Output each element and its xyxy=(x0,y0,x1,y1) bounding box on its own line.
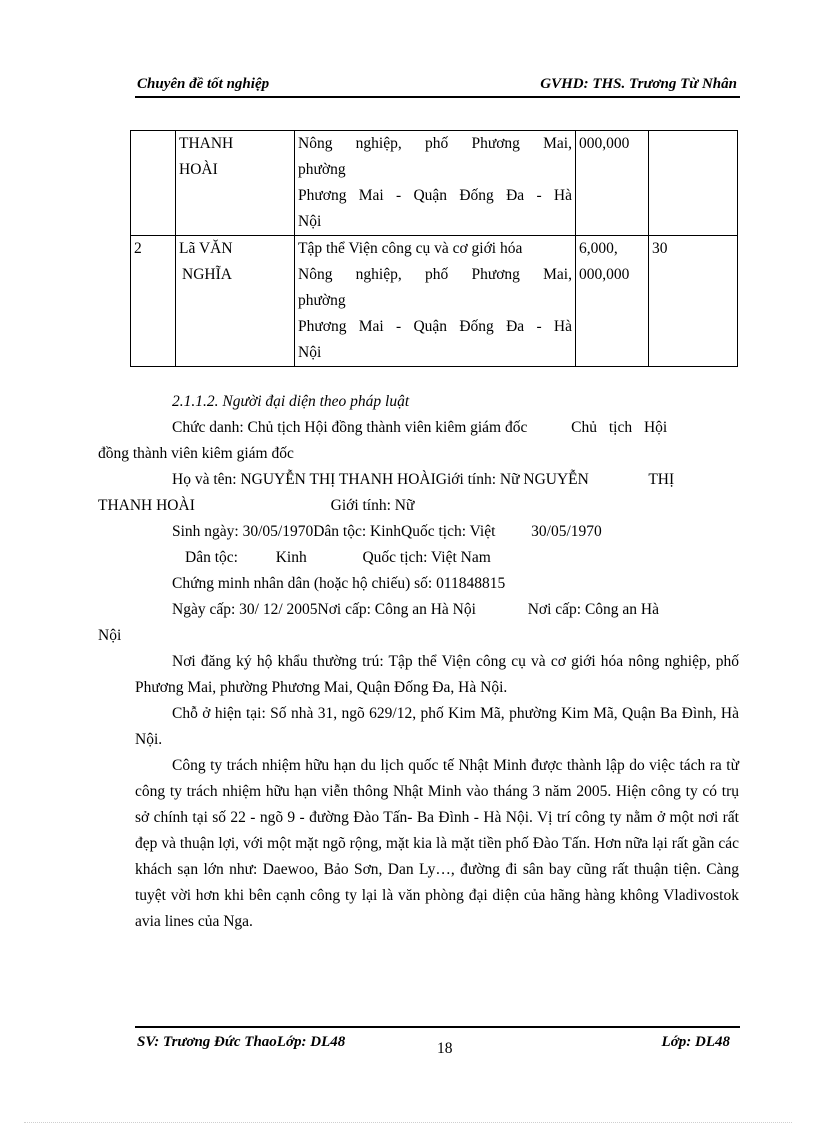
name-line-b: THANH HOÀI xyxy=(98,497,195,514)
ethnic-paragraph xyxy=(135,545,739,571)
cell-address xyxy=(295,236,576,367)
ethnic-value: Kinh xyxy=(275,549,307,566)
address-line: Nông nghiệp, phố Phương Mai, xyxy=(298,266,572,283)
cell-capital xyxy=(576,131,649,236)
cell-no xyxy=(131,131,176,236)
issue-cont: Nội xyxy=(98,627,122,644)
id-paragraph: Chứng minh nhân dân (hoặc hộ chiếu) số: 011848815 xyxy=(172,575,506,592)
birth-repeat: 30/05/1970 xyxy=(531,523,602,540)
name-line-a: Họ và tên: NGUYỄN THỊ THANH HOÀIGiới tính: Nữ NGUYỄN xyxy=(172,471,589,488)
position-cont: đồng thành viên kiêm giám đốc xyxy=(98,445,294,462)
cell-no: 2 xyxy=(131,236,176,367)
residence-paragraph: Nơi đăng ký hộ khẩu thường trú: Tập thể Viện công cụ và cơ giới hóa nông nghiệp, phố Phương Mai, phường Phương Mai, Quận Đống Đa, Hà Nội. xyxy=(135,653,739,696)
name-line: NGHĨA xyxy=(182,266,232,283)
cell-percent xyxy=(649,131,738,236)
capital-line: 000,000 xyxy=(579,266,630,283)
capital-line: 6,000, xyxy=(579,240,618,257)
address-line: phường xyxy=(298,292,346,309)
gender-label: Giới tính: Nữ xyxy=(330,497,415,514)
cell-percent: 30 xyxy=(649,236,738,367)
section-title: 2.1.1.2. Người đại diện theo pháp luật xyxy=(172,393,410,410)
page-number: 18 xyxy=(437,1040,453,1057)
name-line-a-end: THỊ xyxy=(648,471,675,488)
position-line: Chức danh: Chủ tịch Hội đồng thành viên kiêm giám đốc xyxy=(172,419,528,436)
issue-repeat: Nơi cấp: Công an Hà xyxy=(527,601,659,618)
position-repeat: Chủ tịch Hội xyxy=(571,419,668,436)
header-topic: Chuyên đề tốt nghiệp xyxy=(137,76,270,92)
company-paragraph: Công ty trách nhiệm hữu hạn du lịch quốc tế Nhật Minh được thành lập do việc tách ra từ công ty trách nhiệm hữu hạn viễn thông Nhật Minh vào tháng 3 năm 2005. Hiện công ty có trụ sở chính tại số 22 - ngõ 9 - đường Đào Tấn- Ba Đình - Hà Nội. Vị trí công ty nằm ở một nơi rất đẹp và thuận lợi, với một mặt ngõ rộng, mặt kia là mặt tiền phố Đào Tấn. Hơn nữa lại rất gần các khách sạn lớn như: Daewoo, Bảo Sơn, Dan Ly…, đường đi sân bay cũng rất thuận tiện. Càng tuyệt vời hơn khi bên cạnh công ty lại là văn phòng đại diện của hãng hàng không Vladivostok avia lines của Nga. xyxy=(135,757,739,930)
address-line: phường xyxy=(298,161,346,178)
address-line: Phương Mai - Quận Đống Đa - Hà xyxy=(298,187,572,204)
page-footer xyxy=(135,1026,740,1057)
footer-student: SV: Trương Đức ThaoLớp: DL48 xyxy=(137,1034,346,1050)
address-line: Nội xyxy=(298,213,322,230)
name-paragraph xyxy=(98,467,739,519)
footer-class: Lớp: DL48 xyxy=(661,1034,730,1050)
cell-address xyxy=(295,131,576,236)
address-line: Tập thể Viện công cụ và cơ giới hóa xyxy=(298,240,523,257)
name-line: HOÀI xyxy=(179,161,218,178)
shareholder-table xyxy=(130,130,738,367)
name-line: Lã VĂN xyxy=(179,240,233,257)
ethnic-label: Dân tộc: xyxy=(185,549,238,566)
page-header xyxy=(135,76,740,98)
birth-paragraph xyxy=(135,519,739,545)
issue-line: Ngày cấp: 30/ 12/ 2005Nơi cấp: Công an Hà Nội xyxy=(172,601,476,618)
nationality: Quốc tịch: Việt Nam xyxy=(362,549,491,566)
cell-capital xyxy=(576,236,649,367)
capital-line: 000,000 xyxy=(579,135,630,152)
table-row xyxy=(131,131,738,236)
cell-name xyxy=(176,131,295,236)
birth-line: Sinh ngày: 30/05/1970Dân tộc: KinhQuốc tịch: Việt xyxy=(172,523,496,540)
address-line: Phương Mai - Quận Đống Đa - Hà xyxy=(298,318,572,335)
position-paragraph xyxy=(98,415,739,467)
table-row xyxy=(131,236,738,367)
address-line: Nội xyxy=(298,344,322,361)
current-address-paragraph: Chỗ ở hiện tại: Số nhà 31, ngõ 629/12, phố Kim Mã, phường Kim Mã, Quận Ba Đình, Hà Nội. xyxy=(135,705,739,748)
issue-paragraph xyxy=(98,597,739,649)
header-advisor: GVHD: THS. Trương Từ Nhân xyxy=(540,76,737,92)
address-line: Nông nghiệp, phố Phương Mai, xyxy=(298,135,572,152)
name-line: THANH xyxy=(179,135,234,152)
cell-name xyxy=(176,236,295,367)
document-body xyxy=(98,389,739,935)
